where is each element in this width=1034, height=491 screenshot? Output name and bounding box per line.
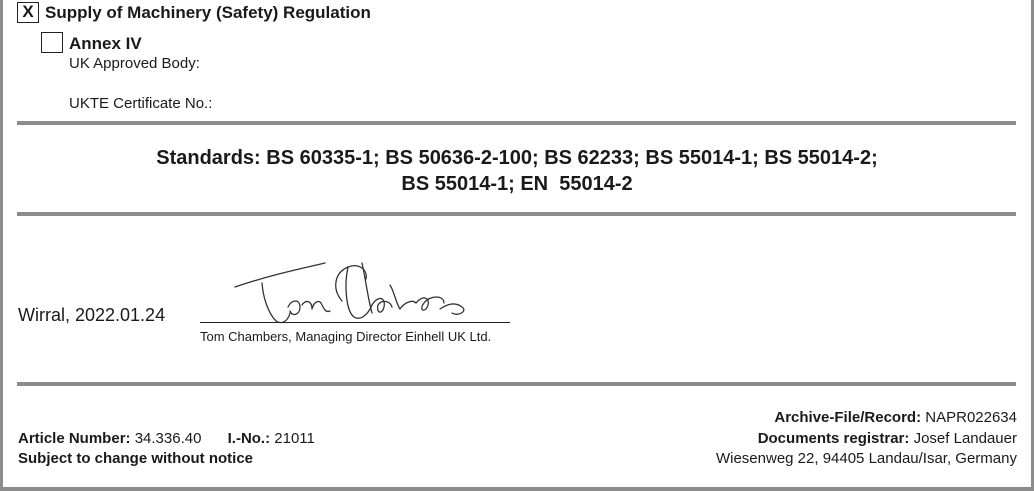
place-date: Wirral, 2022.01.24 (18, 305, 166, 325)
change-notice: Subject to change without notice (18, 450, 254, 467)
standards-line-1: Standards: BS 60335-1; BS 50636-2-100; BS 62233; BS 55014-1; BS 55014-2; (156, 147, 878, 169)
regulation-checkbox[interactable]: X (17, 2, 39, 23)
divider-1 (17, 121, 1016, 125)
standards-line-2: BS 55014-1; EN 55014-2 (401, 173, 633, 195)
signature-line (200, 322, 510, 323)
signer-caption: Tom Chambers, Managing Director Einhell UK Ltd. (200, 329, 492, 344)
archive-record-row (774, 409, 1017, 426)
divider-2 (17, 212, 1016, 216)
ino-value: 21011 (274, 430, 315, 447)
registrar-address: Wiesenweg 22, 94405 Landau/Isar, Germany (715, 450, 1017, 467)
archive-value: NAPR022634 (925, 409, 1017, 426)
handwritten-signature (230, 255, 490, 330)
divider-3 (17, 382, 1016, 386)
annex-checkbox[interactable] (41, 32, 63, 53)
registrar-label: Documents registrar: (757, 430, 910, 447)
article-number-value: 34.336.40 (134, 430, 202, 447)
article-number-row (18, 430, 315, 447)
registrar-value: Josef Landauer (913, 430, 1017, 447)
approved-body-label: UK Approved Body: (69, 55, 200, 72)
registrar-row (758, 430, 1017, 447)
archive-label: Archive-File/Record: (774, 409, 922, 426)
regulation-label: Supply of Machinery (Safety) Regulation (45, 3, 371, 22)
article-number-label: Article Number: (18, 430, 131, 447)
certificate-label: UKTE Certificate No.: (69, 95, 213, 112)
annex-label: Annex IV (69, 34, 142, 53)
ino-label: I.-No.: (227, 430, 271, 447)
